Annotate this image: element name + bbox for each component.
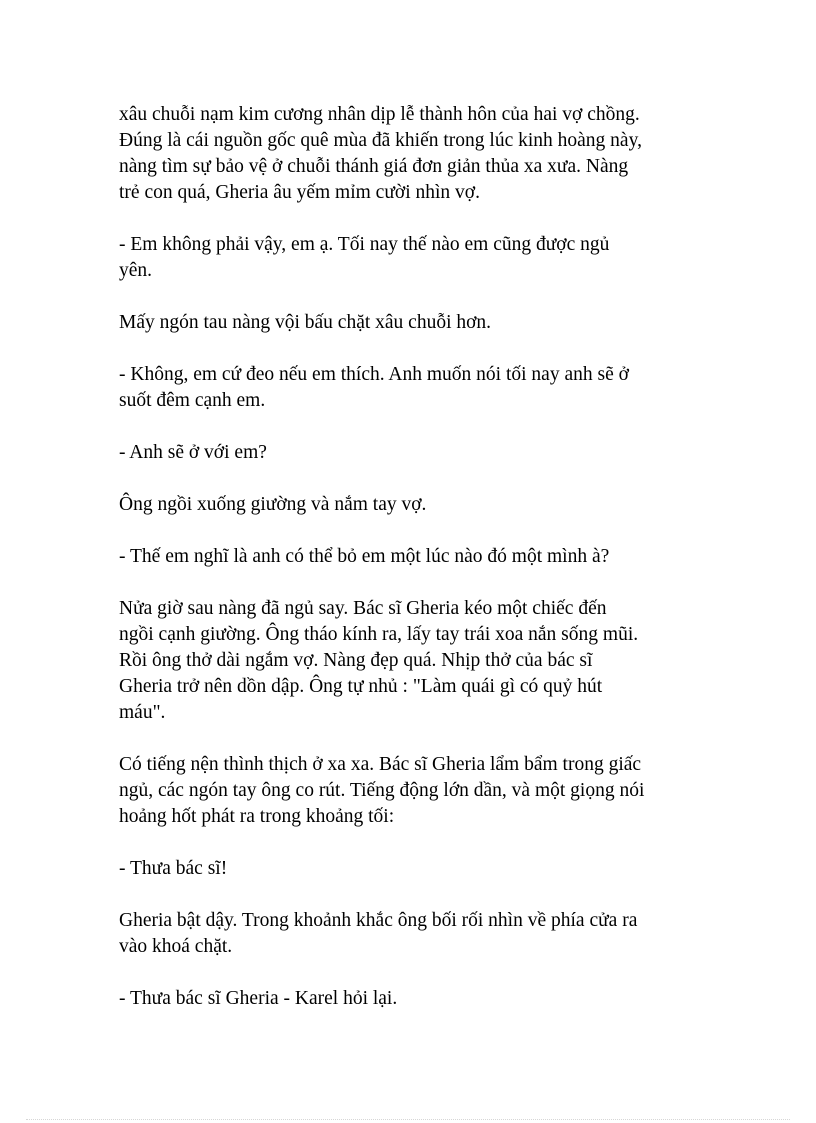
text-line: Đúng là cái nguồn gốc quê mùa đã khiến trong lúc kinh hoàng này, <box>119 130 642 151</box>
text-line: - Anh sẽ ở với em? <box>119 442 267 463</box>
text-line: ngồi cạnh giường. Ông tháo kính ra, lấy tay trái xoa nắn sống mũi. <box>119 624 639 645</box>
paragraph <box>119 908 709 960</box>
paragraph <box>119 986 709 1012</box>
text-line: suốt đêm cạnh em. <box>119 390 266 411</box>
text-line: Có tiếng nện thình thịch ở xa xa. Bác sĩ Gheria lẩm bẩm trong giấc <box>119 754 642 775</box>
text-line: trẻ con quá, Gheria âu yếm mỉm cười nhìn vợ. <box>119 182 480 203</box>
text-line: - Không, em cứ đeo nếu em thích. Anh muốn nói tối nay anh sẽ ở <box>119 364 629 385</box>
paragraph <box>119 440 709 466</box>
text-line: Rồi ông thở dài ngắm vợ. Nàng đẹp quá. Nhịp thở của bác sĩ <box>119 650 593 671</box>
text-line: xâu chuỗi nạm kim cương nhân dịp lễ thành hôn của hai vợ chồng. <box>119 104 640 125</box>
text-line: máu". <box>119 702 166 723</box>
paragraph <box>119 492 709 518</box>
text-line: nàng tìm sự bảo vệ ở chuỗi thánh giá đơn giản thủa xa xưa. Nàng <box>119 156 629 177</box>
text-line: Gheria trở nên dồn dập. Ông tự nhủ : "Làm quái gì có quỷ hút <box>119 676 603 697</box>
paragraph <box>119 596 709 726</box>
paragraph <box>119 232 709 284</box>
text-line: - Thưa bác sĩ! <box>119 858 228 879</box>
text-line: hoảng hốt phát ra trong khoảng tối: <box>119 806 395 827</box>
text-line: yên. <box>119 260 153 281</box>
paragraph <box>119 310 709 336</box>
text-line: - Thưa bác sĩ Gheria - Karel hỏi lại. <box>119 988 398 1009</box>
text-line: - Em không phải vậy, em ạ. Tối nay thế nào em cũng được ngủ <box>119 234 610 255</box>
text-line: Ông ngồi xuống giường và nắm tay vợ. <box>119 494 427 515</box>
document-body <box>119 102 709 1038</box>
paragraph <box>119 544 709 570</box>
text-line: Nửa giờ sau nàng đã ngủ say. Bác sĩ Gheria kéo một chiếc đến <box>119 598 607 619</box>
text-line: ngủ, các ngón tay ông co rút. Tiếng động lớn dần, và một giọng nói <box>119 780 645 801</box>
page-bottom-divider <box>26 1119 790 1120</box>
paragraph <box>119 856 709 882</box>
paragraph <box>119 362 709 414</box>
paragraph <box>119 752 709 830</box>
text-line: Mấy ngón tau nàng vội bấu chặt xâu chuỗi hơn. <box>119 312 492 333</box>
text-line: Gheria bật dậy. Trong khoảnh khắc ông bối rối nhìn về phía cửa ra <box>119 910 638 931</box>
paragraph <box>119 102 709 206</box>
text-line: - Thế em nghĩ là anh có thể bỏ em một lúc nào đó một mình à? <box>119 546 610 567</box>
text-line: vào khoá chặt. <box>119 936 233 957</box>
